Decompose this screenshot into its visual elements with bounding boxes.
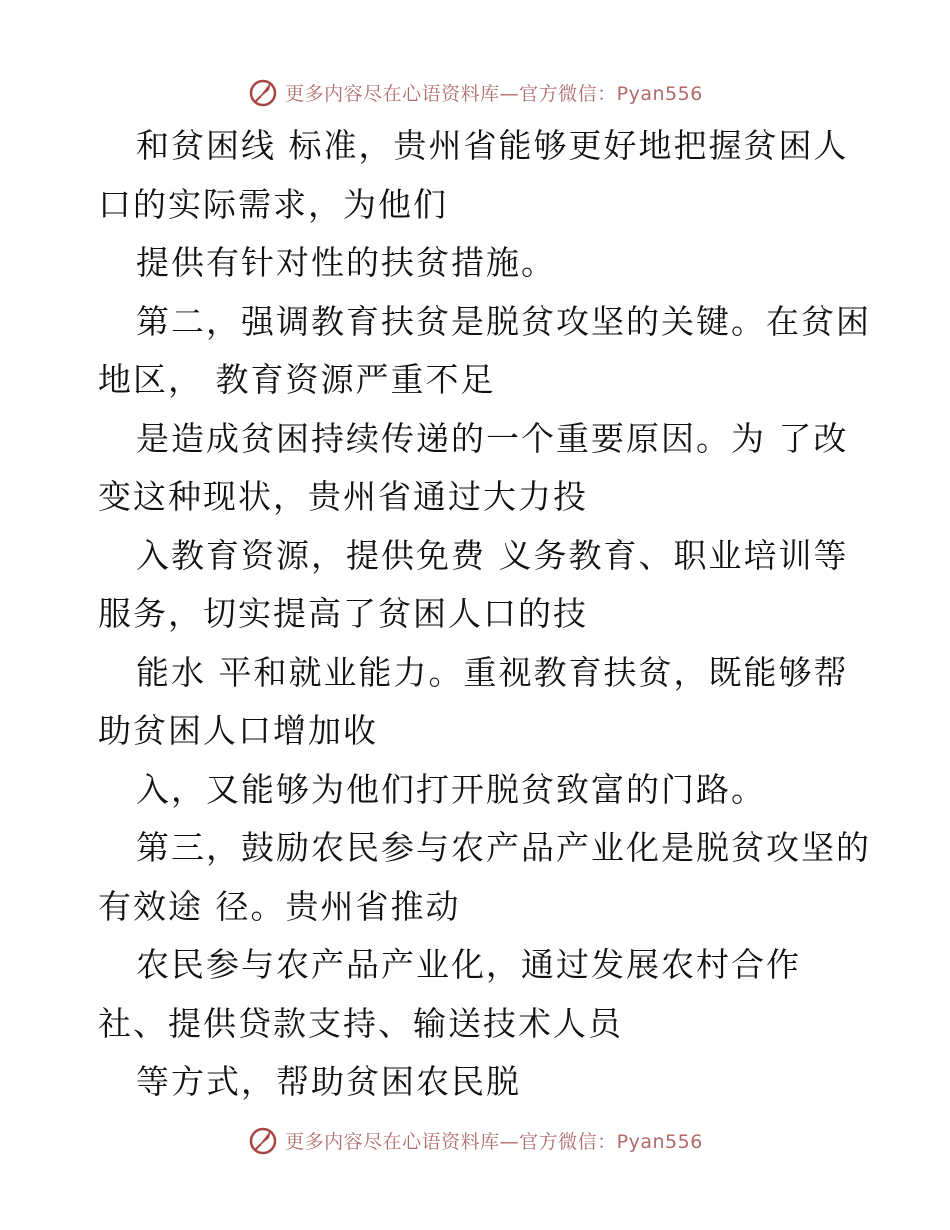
body-text-line: 是造成贫困持续传递的一个重要原因。为 了改 [136,419,849,458]
body-text-line: 变这种现状，贵州省通过大力投 [98,477,588,516]
feather-logo-icon [247,1124,279,1156]
footer-watermark [0,1120,950,1160]
body-text-line: 助贫困人口增加收 [98,711,378,750]
body-text-line: 有效途 径。贵州省推动 [98,887,461,926]
body-text-line: 入教育资源，提供免费 义务教育、职业培训等 [136,536,849,575]
watermark-text: 更多内容尽在心语资料库—官方微信：Pyan556 [285,82,703,105]
body-text-line: 地区， 教育资源严重不足 [98,360,496,399]
body-text-line: 服务，切实提高了贫困人口的技 [98,594,588,633]
watermark-text: 更多内容尽在心语资料库—官方微信：Pyan556 [285,1130,703,1153]
body-text-line: 入，又能够为他们打开脱贫致富的门路。 [136,770,766,809]
body-text-line: 口的实际需求，为他们 [98,185,448,224]
body-text-line: 社、提供贷款支持、输送技术人员 [98,1004,623,1043]
body-text-line: 能水 平和就业能力。重视教育扶贫，既能够帮 [136,653,849,692]
body-text-line: 等方式，帮助贫困农民脱 [136,1062,521,1101]
body-text-line: 提供有针对性的扶贫措施。 [136,243,556,282]
body-text-line: 第二，强调教育扶贫是脱贫攻坚的关键。在贫困 [136,302,871,341]
body-text-line: 第三，鼓励农民参与农产品产业化是脱贫攻坚的 [136,828,871,867]
feather-logo-icon [247,76,279,108]
body-text-line: 农民参与农产品产业化，通过发展农村合作 [136,945,801,984]
header-watermark [0,72,950,112]
body-text-line: 和贫困线 标准，贵州省能够更好地把握贫困人 [136,126,849,165]
